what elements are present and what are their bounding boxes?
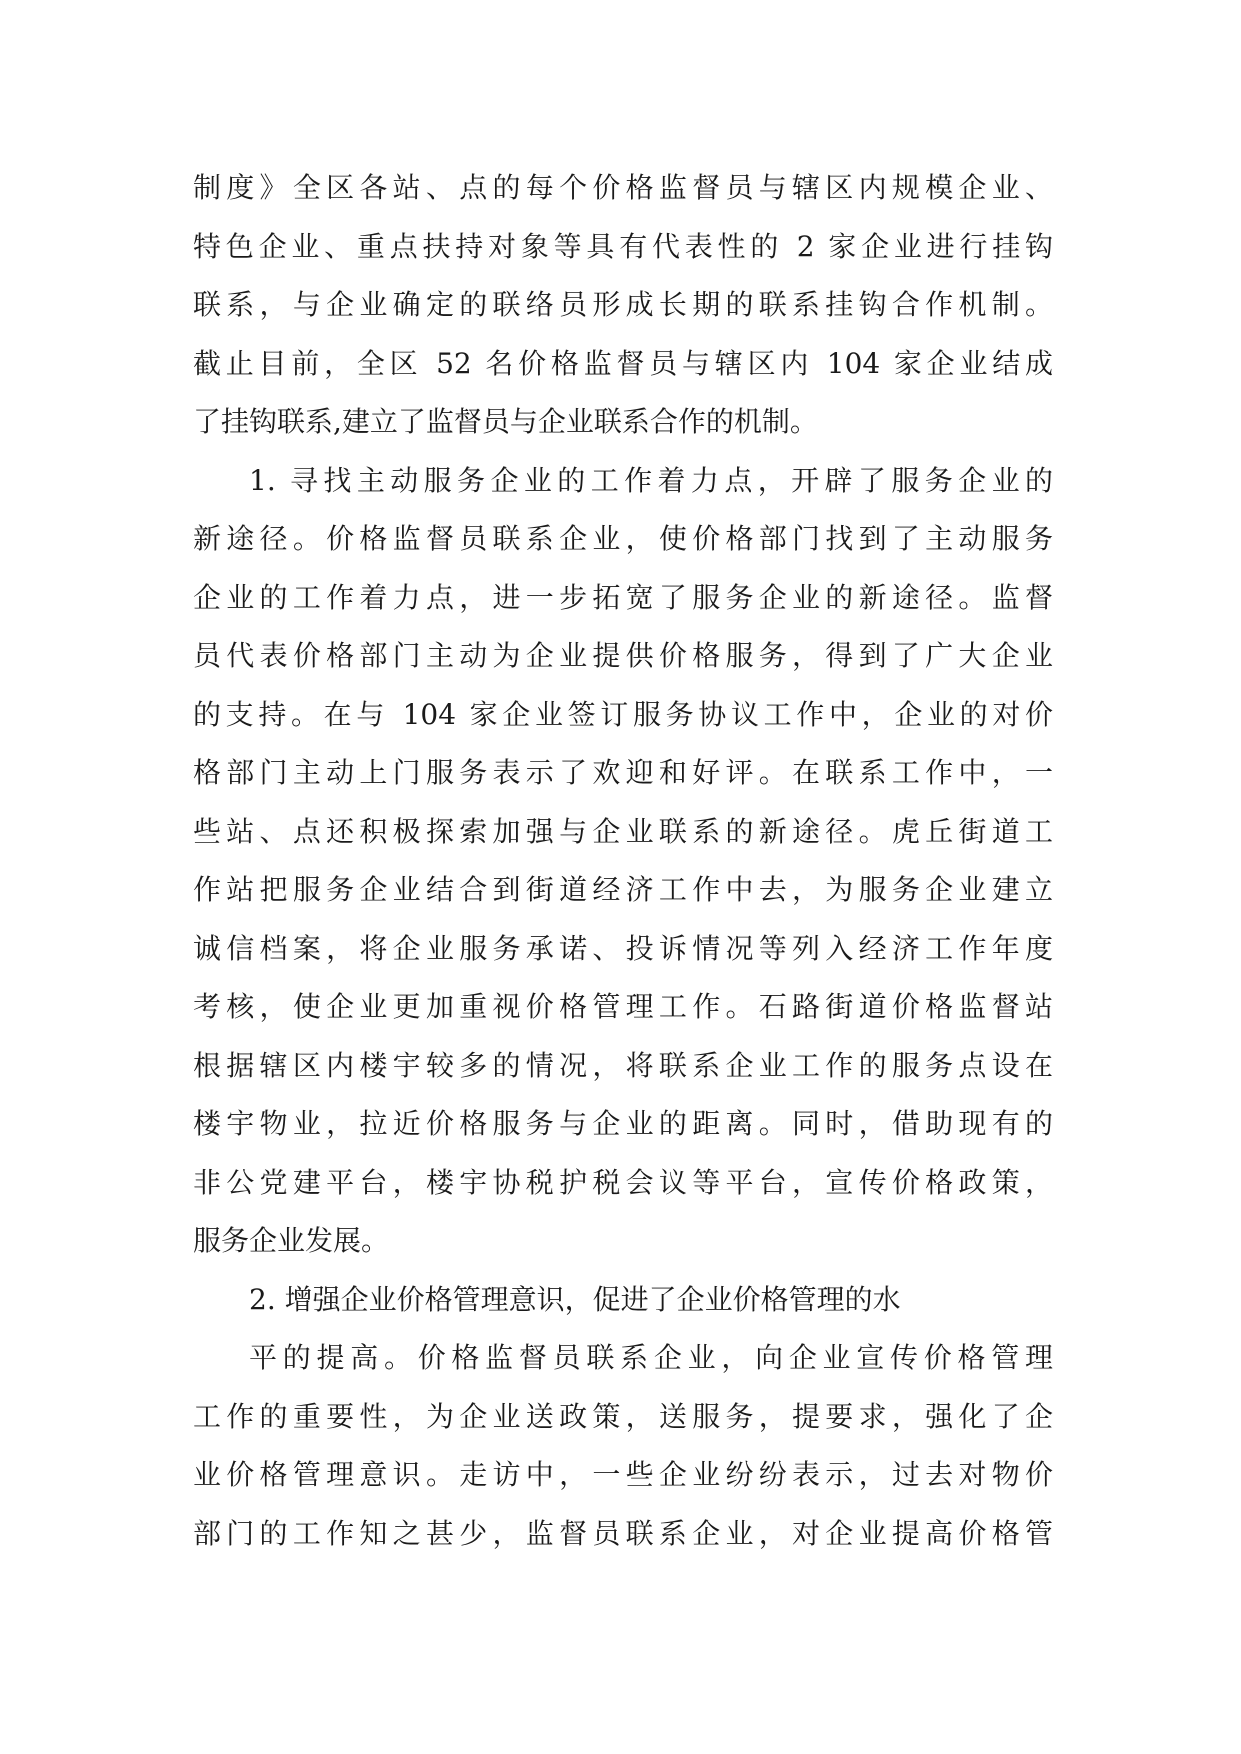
text-line: 格部门主动上门服务表示了欢迎和好评。在联系工作中，一	[193, 756, 1053, 789]
text-line: 特色企业、重点扶持对象等具有代表性的 2 家企业进行挂钩	[193, 229, 1053, 263]
text-line: 平的提高。价格监督员联系企业，向企业宣传价格管理	[249, 1341, 1053, 1374]
paragraph-1-heading: 1. 寻找主动服务企业的工作着力点，开辟了服务企业的	[249, 463, 1053, 497]
text-line: 诚信档案，将企业服务承诺、投诉情况等列入经济工作年度	[193, 931, 1053, 965]
text-line: 根据辖区内楼宇较多的情况，将联系企业工作的服务点设在	[193, 1048, 1053, 1082]
body-text	[193, 159, 1053, 1563]
text-line: 新途径。价格监督员联系企业，使价格部门找到了主动服务	[193, 522, 1053, 555]
text-line: 楼宇物业，拉近价格服务与企业的距离。同时，借助现有的	[193, 1107, 1053, 1140]
text-line: 员代表价格部门主动为企业提供价格服务，得到了广大企业	[193, 639, 1053, 672]
text-line: 业价格管理意识。走访中，一些企业纷纷表示，过去对物价	[193, 1458, 1053, 1491]
text-line: 截止目前，全区 52 名价格监督员与辖区内 104 家企业结成	[193, 346, 1053, 380]
text-line: 作站把服务企业结合到街道经济工作中去，为服务企业建立	[193, 873, 1053, 906]
text-line: 了挂钩联系,建立了监督员与企业联系合作的机制。	[193, 405, 818, 438]
text-line: 服务企业发展。	[193, 1224, 390, 1257]
text-line: 联系，与企业确定的联络员形成长期的联系挂钩合作机制。	[193, 288, 1053, 321]
text-line: 考核，使企业更加重视价格管理工作。石路街道价格监督站	[193, 990, 1053, 1023]
text-line: 的支持。在与 104 家企业签订服务协议工作中，企业的对价	[193, 697, 1053, 731]
text-line: 部门的工作知之甚少，监督员联系企业，对企业提高价格管	[193, 1516, 1053, 1550]
text-line: 制度》全区各站、点的每个价格监督员与辖区内规模企业、	[193, 171, 1053, 204]
text-line: 企业的工作着力点，进一步拓宽了服务企业的新途径。监督	[193, 580, 1053, 614]
text-line: 工作的重要性，为企业送政策，送服务，提要求，强化了企	[193, 1399, 1053, 1433]
text-line: 非公党建平台，楼宇协税护税会议等平台，宣传价格政策，	[193, 1165, 1053, 1199]
text-line: 些站、点还积极探索加强与企业联系的新途径。虎丘街道工	[193, 814, 1053, 848]
paragraph-2-heading: 2. 增强企业价格管理意识，促进了企业价格管理的水	[249, 1282, 901, 1316]
